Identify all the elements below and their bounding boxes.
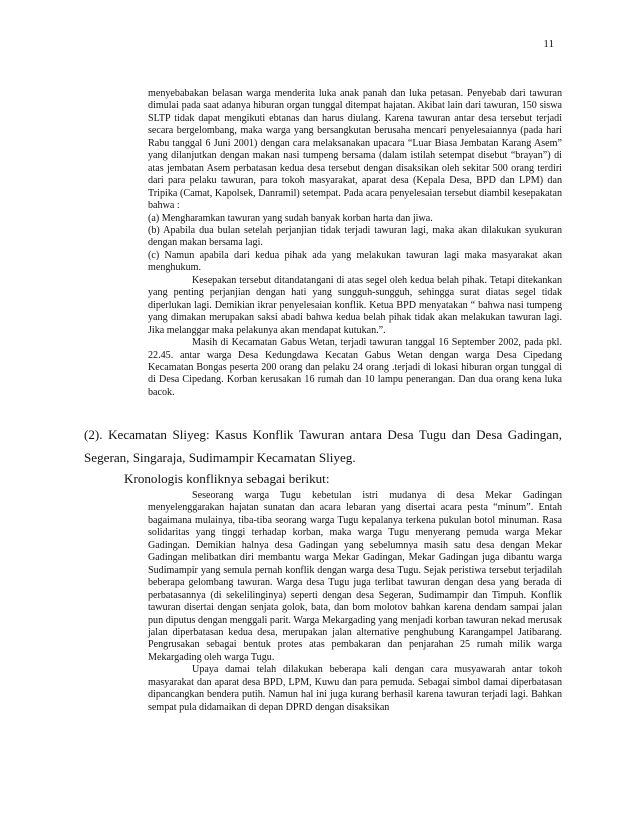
section-heading-sliyeg (84, 424, 562, 469)
text-block-gabus-wetan (148, 88, 562, 399)
paragraph-agreement-signing: Kesepakan tersebut ditandatangani di atas segel oleh kedua belah pihak. Tetapi ditekankan yang penting perjanjian dengan hati yang sungguh-sungguh, sehingga surat diatas segel tidak diperlukan lagi. Demikian ikrar penyelesaian konflik. Ketua BPD menyatakan “ bahwa nasi tumpeng yang dimakan merupakan saksi abadi bahwa kedua belah pihak tidak akan melakukan tawuran lagi. Jika melanggar maka pelakunya akan mendapat kutukan.”. (148, 274, 562, 336)
chronology-subheading: Kronologis konfliknya sebagai berikut: (124, 471, 330, 486)
agreement-item-c: (c) Namun apabila dari kedua pihak ada yang melakukan tawuran lagi maka masyarakat akan menghukum. (148, 249, 562, 274)
agreement-item-b: (b) Apabila dua bulan setelah perjanjian tidak terjadi tawuran lagi, maka akan dilakukan syukuran dengan makan bersama lagi. (148, 224, 562, 249)
page-number: 11 (543, 38, 554, 50)
paragraph-tawuran-description: menyebabakan belasan warga menderita luka anak panah dan luka petasan. Penyebab dari tawuran dimulai pada saat adanya hiburan organ tunggal ditempat hajatan. Akibat lain dari tawuran, 150 siswa SLTP tidak dapat mengikuti ebtanas dan harus diulang. Karena tawuran antar desa tersebut terjadi secara bergelombang, maka warga yang bersangkutan berusaha mencari penyelesaiannya (pada hari Rabu tanggal 6 Juni 2001) dengan cara melaksanakan upacara “Luar Biasa Jembatan Karang Asem” yang dilanjutkan dengan makan nasi tumpeng bersama (dalam istilah setempat disebut “brayan”) di atas jembatan Asem perbatasan kedua desa tersebut dengan disaksikan oleh sekitar 500 orang terdiri dari para pelaku tawuran, para tokoh masyarakat, aparat desa (Kepala Desa, BPD dan LPM) dan Tripika (Camat, Kapolsek, Danramil) setempat. Pada acara penyelesaian tersebut diambil kesepakatan bahwa : (148, 88, 562, 212)
paragraph-kedungdawa-incident: Masih di Kecamatan Gabus Wetan, terjadi tawuran tanggal 16 September 2002, pada pkl. 22.45. antar warga Desa Kedungdawa Kecatan Gabus Wetan dengan warga Desa Cipedang Kecamatan Bongas peserta 200 orang dan pelaku 24 orang .terjadi di lokasi hiburan organ tunggal di di Desa Cipedang. Korban kerusakan 16 rumah dan 10 lampu penerangan. Dan dua orang kena luka bacok. (148, 337, 562, 398)
text-block-sliyeg (148, 490, 562, 714)
section-heading-text: (2). Kecamatan Sliyeg: Kasus Konflik Tawuran antara Desa Tugu dan Desa Gadingan, Segeran, Singaraja, Sudimampir Kecamatan Sliyeg. (84, 427, 562, 465)
paragraph-peace-efforts: Upaya damai telah dilakukan beberapa kali dengan cara musyawarah antar tokoh masyarakat dan aparat desa BPD, LPM, Kuwu dan para pemuda. Sebagai simbol damai diperbatasan dipancangkan bendera putih. Namun hal ini juga kurang berhasil karena tawuran terjadi lagi. Bahkan sempat pula didamaikan di depan DPRD dengan disaksikan (148, 664, 562, 713)
agreement-item-a: (a) Mengharamkan tawuran yang sudah banyak korban harta dan jiwa. (148, 212, 433, 224)
paragraph-tugu-conflict: Seseorang warga Tugu kebetulan istri mudanya di desa Mekar Gadingan menyelenggarakan hajatan sunatan dan acara lebaran yang disertai acara pesta “minum”. Entah bagaimana mulainya, tiba-tiba seorang warga Tugu kepalanya terkena pukulan botol minuman. Rasa solidaritas yang tinggi terhadap korban, maka warga Tugu menyerang pemuda warga Mekar Gadingan. Demikian halnya desa Gadingan yang sebelumnya masih satu desa dengan Mekar Gadingan melibatkan diri membantu warga Mekar Gadingan, Mekar Gadingan juga dibantu warga Sudimampir yang semula pernah konflik dengan warga desa Tugu. Sejak peristiwa tersebut terjadilah beberapa gelombang tawuran. Warga desa Tugu juga terlibat tawuran dengan desa yang berada di perbatasannya (di sekelilinginya) seperti dengan desa Segeran, Sudimampir dan Timpuh. Konflik tawuran disertai dengan senjata golok, bata, dan bom molotov bahkan karena dendam sampai jalan pun diputus dengan menggali parit. Warga Mekargading yang menjadi korban tawuran nekad merusak jalan diperbatasan kedua desa, merupakan jalan alternative penghubung Karangampel Jatibarang. Pengrusakan sebagai bentuk protes atas pembakaran dan penjarahan 25 rumah milik warga Mekargading oleh warga Tugu. (148, 490, 562, 663)
